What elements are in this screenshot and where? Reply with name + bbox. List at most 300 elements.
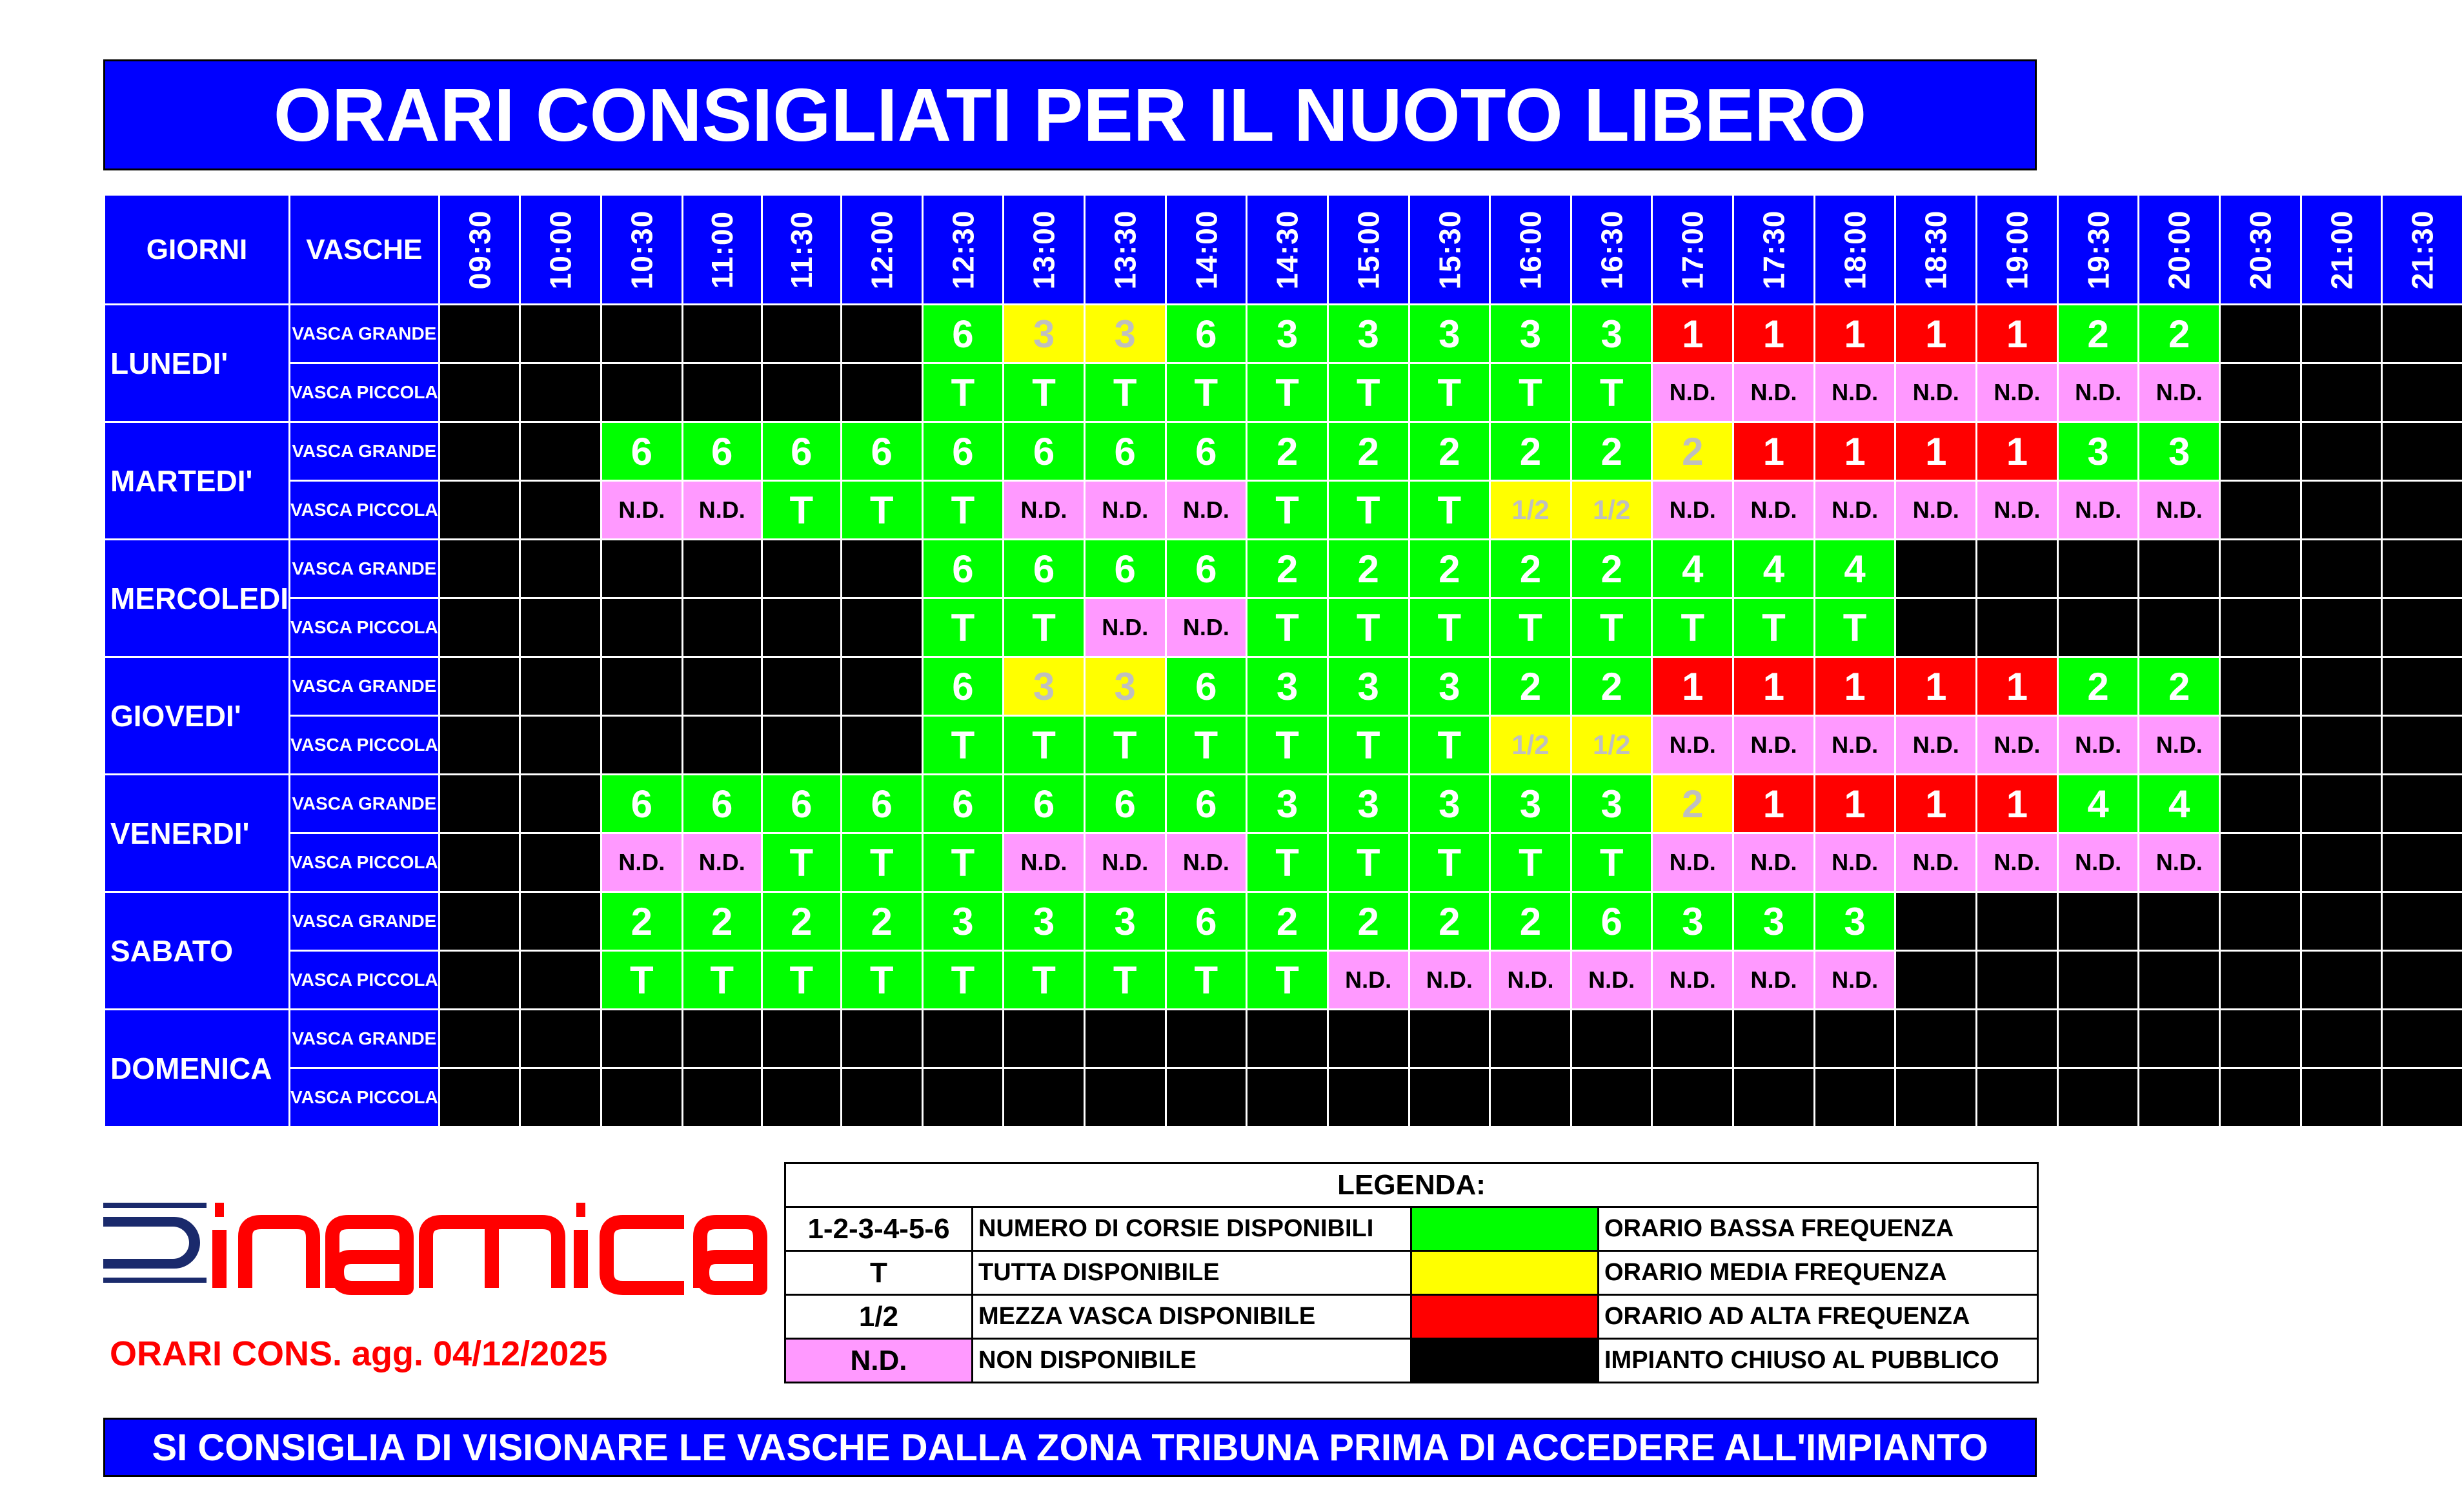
days-header-label: GIORNI	[146, 233, 248, 265]
time-slot-cell	[841, 540, 922, 598]
pool-label: VASCA GRANDE	[290, 305, 439, 363]
legend-row	[785, 1251, 2038, 1295]
schedule-body	[105, 305, 2463, 1127]
time-slot-cell: T	[1571, 363, 1652, 422]
time-slot-cell: 2	[1571, 657, 1652, 716]
time-slot-cell	[1733, 1010, 1815, 1068]
pool-label: VASCA GRANDE	[290, 892, 439, 951]
time-slot-cell: 3	[1409, 657, 1490, 716]
time-slot-cell	[520, 598, 601, 657]
time-slot-cell: 2	[1652, 775, 1733, 833]
time-slot-cell: 2	[1652, 422, 1733, 481]
time-slot-cell: 2	[1247, 422, 1328, 481]
time-slot-cell: N.D.	[2139, 833, 2220, 892]
time-slot-cell	[2220, 363, 2301, 422]
time-slot-cell: 3	[1084, 892, 1166, 951]
time-slot-cell: N.D.	[1733, 716, 1815, 775]
legend-symbol: N.D.	[785, 1339, 973, 1383]
time-slot-cell	[1247, 1068, 1328, 1127]
time-slot-cell	[2301, 1068, 2382, 1127]
time-label: 15:00	[1351, 210, 1386, 289]
time-slot-cell: 6	[682, 775, 762, 833]
time-slot-cell	[1977, 892, 2058, 951]
time-slot-cell: 1	[1733, 422, 1815, 481]
time-slot-cell: 1/2	[1490, 716, 1571, 775]
time-slot-cell: 2	[1247, 892, 1328, 951]
logo-d-mark	[103, 1203, 207, 1283]
time-column-header	[2139, 195, 2220, 305]
time-slot-cell: 2	[1571, 422, 1652, 481]
time-slot-cell: T	[1004, 598, 1085, 657]
time-label: 19:00	[2000, 210, 2034, 289]
pool-label: VASCA PICCOLA	[290, 598, 439, 657]
time-slot-cell: T	[922, 716, 1004, 775]
time-slot-cell: T	[762, 833, 841, 892]
time-slot-cell: T	[1247, 951, 1328, 1010]
time-slot-cell	[520, 892, 601, 951]
legend-description: MEZZA VASCA DISPONIBILE	[973, 1295, 1411, 1339]
time-slot-cell: 4	[1733, 540, 1815, 598]
time-slot-cell	[762, 657, 841, 716]
time-slot-cell: N.D.	[1652, 716, 1733, 775]
time-slot-cell: T	[841, 481, 922, 540]
time-slot-cell: 2	[2057, 305, 2139, 363]
time-slot-cell: T	[1328, 363, 1409, 422]
time-slot-cell	[2220, 1010, 2301, 1068]
time-slot-cell: T	[922, 481, 1004, 540]
pool-label: VASCA GRANDE	[290, 540, 439, 598]
time-slot-cell	[520, 833, 601, 892]
time-slot-cell: T	[1409, 481, 1490, 540]
time-slot-cell: 3	[1571, 775, 1652, 833]
legend-symbol: 1/2	[785, 1295, 973, 1339]
time-slot-cell: 1/2	[1571, 481, 1652, 540]
page-title: ORARI CONSIGLIATI PER IL NUOTO LIBERO	[103, 59, 2037, 170]
time-label: 10:00	[543, 210, 578, 289]
time-slot-cell: 2	[2139, 657, 2220, 716]
time-slot-cell: N.D.	[601, 481, 683, 540]
time-slot-cell: 6	[1166, 422, 1247, 481]
time-slot-cell	[2220, 540, 2301, 598]
time-slot-cell	[2382, 657, 2463, 716]
time-slot-cell	[682, 657, 762, 716]
time-slot-cell: 3	[1571, 305, 1652, 363]
time-slot-cell: 2	[1409, 892, 1490, 951]
time-slot-cell: T	[1084, 716, 1166, 775]
legend-body	[785, 1207, 2038, 1383]
time-slot-cell: 6	[922, 657, 1004, 716]
legend-row	[785, 1339, 2038, 1383]
time-slot-cell	[2220, 305, 2301, 363]
time-slot-cell	[2382, 833, 2463, 892]
time-label: 19:30	[2081, 210, 2116, 289]
time-column-header	[2057, 195, 2139, 305]
time-slot-cell	[2057, 951, 2139, 1010]
time-slot-cell	[682, 540, 762, 598]
time-slot-cell	[2382, 305, 2463, 363]
time-slot-cell	[439, 657, 520, 716]
time-label: 17:00	[1675, 210, 1710, 289]
time-slot-cell	[1977, 1068, 2058, 1127]
time-slot-cell: N.D.	[1652, 363, 1733, 422]
time-slot-cell: 2	[1490, 892, 1571, 951]
time-slot-cell: N.D.	[1166, 598, 1247, 657]
time-slot-cell: N.D.	[1814, 716, 1895, 775]
time-slot-cell	[2301, 363, 2382, 422]
legend-description: NON DISPONIBILE	[973, 1339, 1411, 1383]
schedule-row	[105, 775, 2463, 833]
time-label: 14:00	[1189, 210, 1223, 289]
time-slot-cell: T	[1490, 833, 1571, 892]
time-slot-cell	[2382, 540, 2463, 598]
time-slot-cell: 1	[1895, 422, 1977, 481]
time-slot-cell: 3	[1084, 657, 1166, 716]
pool-label: VASCA GRANDE	[290, 1010, 439, 1068]
time-slot-cell: 2	[1409, 422, 1490, 481]
time-label: 17:30	[1757, 210, 1791, 289]
time-slot-cell	[2139, 1068, 2220, 1127]
time-slot-cell: 3	[2139, 422, 2220, 481]
schedule-row	[105, 598, 2463, 657]
time-slot-cell	[2057, 892, 2139, 951]
time-slot-cell: 1	[1733, 775, 1815, 833]
time-slot-cell: N.D.	[1977, 363, 2058, 422]
legend-color-description: ORARIO AD ALTA FREQUENZA	[1599, 1295, 2038, 1339]
time-column-header	[1328, 195, 1409, 305]
time-slot-cell: N.D.	[2057, 833, 2139, 892]
pool-label: VASCA PICCOLA	[290, 1068, 439, 1127]
time-slot-cell	[762, 305, 841, 363]
schedule-row	[105, 363, 2463, 422]
time-slot-cell	[1328, 1010, 1409, 1068]
time-slot-cell: 4	[1652, 540, 1733, 598]
time-slot-cell	[1895, 1010, 1977, 1068]
time-slot-cell: 4	[2139, 775, 2220, 833]
time-column-header	[2382, 195, 2463, 305]
time-slot-cell: 6	[1004, 775, 1085, 833]
schedule-row	[105, 951, 2463, 1010]
time-slot-cell	[762, 540, 841, 598]
time-slot-cell	[2139, 1010, 2220, 1068]
time-slot-cell: 6	[1084, 422, 1166, 481]
time-slot-cell: 1	[1895, 305, 1977, 363]
time-slot-cell: N.D.	[682, 833, 762, 892]
time-slot-cell: N.D.	[1084, 598, 1166, 657]
time-slot-cell: 6	[762, 422, 841, 481]
time-slot-cell: N.D.	[1004, 833, 1085, 892]
legend-color-description: ORARIO BASSA FREQUENZA	[1599, 1207, 2038, 1251]
time-slot-cell: 3	[922, 892, 1004, 951]
time-slot-cell: N.D.	[1814, 833, 1895, 892]
day-label: VENERDI'	[105, 775, 290, 892]
time-slot-cell: 1	[1814, 775, 1895, 833]
time-slot-cell: T	[1328, 833, 1409, 892]
time-slot-cell	[601, 540, 683, 598]
time-slot-cell: N.D.	[1004, 481, 1085, 540]
time-slot-cell: 1	[1814, 657, 1895, 716]
time-slot-cell	[2382, 598, 2463, 657]
time-slot-cell: 1	[1652, 657, 1733, 716]
time-slot-cell: 2	[1571, 540, 1652, 598]
time-slot-cell	[2057, 1068, 2139, 1127]
time-slot-cell: 1	[1977, 775, 2058, 833]
schedule-row	[105, 1010, 2463, 1068]
time-slot-cell: N.D.	[1895, 363, 1977, 422]
time-label: 12:00	[865, 210, 899, 289]
time-slot-cell	[841, 363, 922, 422]
time-slot-cell	[601, 1068, 683, 1127]
time-slot-cell	[520, 657, 601, 716]
time-slot-cell	[520, 422, 601, 481]
time-slot-cell	[1166, 1068, 1247, 1127]
time-slot-cell	[2382, 892, 2463, 951]
time-slot-cell: N.D.	[1977, 481, 2058, 540]
time-slot-cell: T	[762, 481, 841, 540]
time-slot-cell	[682, 305, 762, 363]
day-label: SABATO	[105, 892, 290, 1010]
time-slot-cell	[520, 481, 601, 540]
time-slot-cell: N.D.	[2057, 363, 2139, 422]
time-slot-cell	[841, 1010, 922, 1068]
time-column-header	[2220, 195, 2301, 305]
time-slot-cell	[762, 716, 841, 775]
time-column-header	[1977, 195, 2058, 305]
time-slot-cell	[1004, 1010, 1085, 1068]
time-slot-cell: 2	[762, 892, 841, 951]
time-column-header	[1409, 195, 1490, 305]
time-slot-cell: T	[1814, 598, 1895, 657]
time-slot-cell	[1895, 951, 1977, 1010]
time-slot-cell	[1733, 1068, 1815, 1127]
time-label: 13:00	[1027, 210, 1061, 289]
time-slot-cell	[2139, 598, 2220, 657]
time-slot-cell: T	[1084, 363, 1166, 422]
time-slot-cell: T	[1328, 716, 1409, 775]
time-slot-cell: 2	[1247, 540, 1328, 598]
time-slot-cell	[1814, 1010, 1895, 1068]
time-slot-cell: 3	[1247, 305, 1328, 363]
pool-label: VASCA PICCOLA	[290, 833, 439, 892]
legend-color-description: IMPIANTO CHIUSO AL PUBBLICO	[1599, 1339, 2038, 1383]
time-slot-cell: T	[1084, 951, 1166, 1010]
time-slot-cell: 2	[682, 892, 762, 951]
time-label: 21:00	[2325, 210, 2359, 289]
time-label: 15:30	[1432, 210, 1466, 289]
logo-letters	[215, 1203, 760, 1288]
time-slot-cell: 4	[2057, 775, 2139, 833]
time-slot-cell	[2301, 422, 2382, 481]
time-slot-cell: T	[922, 363, 1004, 422]
time-slot-cell	[439, 1010, 520, 1068]
time-slot-cell: N.D.	[1977, 833, 2058, 892]
time-column-header	[601, 195, 683, 305]
time-slot-cell: T	[1247, 716, 1328, 775]
time-label: 16:00	[1513, 210, 1548, 289]
time-column-header	[2301, 195, 2382, 305]
pools-column-header	[290, 195, 439, 305]
update-note: ORARI CONS. agg. 04/12/2025	[110, 1334, 608, 1373]
legend-color-swatch	[1411, 1207, 1599, 1251]
time-slot-cell: 6	[1084, 540, 1166, 598]
time-slot-cell: 6	[1166, 657, 1247, 716]
time-slot-cell	[2220, 951, 2301, 1010]
time-slot-cell: N.D.	[1652, 833, 1733, 892]
time-slot-cell: N.D.	[1814, 951, 1895, 1010]
time-label: 09:30	[463, 210, 497, 289]
time-slot-cell	[2301, 540, 2382, 598]
time-slot-cell: 6	[1166, 775, 1247, 833]
time-slot-cell: 1	[1814, 422, 1895, 481]
time-slot-cell	[439, 540, 520, 598]
time-slot-cell: T	[682, 951, 762, 1010]
time-slot-cell: 6	[762, 775, 841, 833]
time-slot-cell	[1409, 1010, 1490, 1068]
time-slot-cell: 3	[1247, 775, 1328, 833]
time-slot-cell: N.D.	[1166, 481, 1247, 540]
time-slot-cell	[520, 305, 601, 363]
time-slot-cell: 1	[1814, 305, 1895, 363]
time-slot-cell: T	[1409, 598, 1490, 657]
time-slot-cell	[1247, 1010, 1328, 1068]
time-slot-cell	[1977, 951, 2058, 1010]
time-column-header	[1166, 195, 1247, 305]
time-slot-cell	[841, 716, 922, 775]
legend-title-row	[785, 1163, 2038, 1207]
time-slot-cell: T	[922, 833, 1004, 892]
time-slot-cell: 2	[601, 892, 683, 951]
time-slot-cell	[2382, 422, 2463, 481]
time-slot-cell: T	[1409, 716, 1490, 775]
time-slot-cell: N.D.	[1814, 481, 1895, 540]
time-slot-cell	[520, 1010, 601, 1068]
pools-header-label: VASCHE	[306, 233, 423, 265]
time-label: 20:30	[2243, 210, 2277, 289]
time-slot-cell: T	[1166, 716, 1247, 775]
time-slot-cell: T	[1409, 833, 1490, 892]
time-slot-cell	[1084, 1068, 1166, 1127]
time-slot-cell: N.D.	[1166, 833, 1247, 892]
time-slot-cell: 2	[1490, 540, 1571, 598]
time-slot-cell	[2382, 1010, 2463, 1068]
schedule-row	[105, 1068, 2463, 1127]
legend-color-swatch	[1411, 1295, 1599, 1339]
days-column-header	[105, 195, 290, 305]
schedule-row	[105, 422, 2463, 481]
time-slot-cell	[762, 1010, 841, 1068]
time-slot-cell: N.D.	[1895, 833, 1977, 892]
time-slot-cell	[439, 833, 520, 892]
time-column-header	[682, 195, 762, 305]
time-slot-cell	[1814, 1068, 1895, 1127]
time-slot-cell	[2057, 540, 2139, 598]
time-slot-cell: T	[841, 951, 922, 1010]
time-slot-cell	[439, 305, 520, 363]
time-slot-cell: N.D.	[1977, 716, 2058, 775]
legend-row	[785, 1295, 2038, 1339]
time-slot-cell: 6	[841, 775, 922, 833]
time-slot-cell: 6	[922, 422, 1004, 481]
time-slot-cell	[682, 1068, 762, 1127]
time-slot-cell	[520, 775, 601, 833]
time-slot-cell: N.D.	[1652, 951, 1733, 1010]
time-slot-cell: 3	[1409, 305, 1490, 363]
time-column-header	[1247, 195, 1328, 305]
time-slot-cell	[601, 598, 683, 657]
time-slot-cell	[439, 892, 520, 951]
time-label: 11:00	[705, 210, 739, 289]
time-slot-cell: N.D.	[1571, 951, 1652, 1010]
time-column-header	[1571, 195, 1652, 305]
schedule-row	[105, 481, 2463, 540]
time-slot-cell: 3	[1004, 657, 1085, 716]
day-label: MERCOLEDI	[105, 540, 290, 657]
time-slot-cell	[2220, 657, 2301, 716]
time-slot-cell: T	[1490, 363, 1571, 422]
time-slot-cell	[1084, 1010, 1166, 1068]
time-slot-cell: 3	[1328, 305, 1409, 363]
time-slot-cell: 6	[922, 775, 1004, 833]
time-slot-cell: 6	[1004, 540, 1085, 598]
time-slot-cell	[520, 363, 601, 422]
time-label: 13:30	[1108, 210, 1142, 289]
time-slot-cell	[2057, 598, 2139, 657]
time-slot-cell	[2220, 833, 2301, 892]
time-column-header	[439, 195, 520, 305]
pool-label: VASCA PICCOLA	[290, 951, 439, 1010]
time-slot-cell: T	[762, 951, 841, 1010]
time-slot-cell	[2382, 481, 2463, 540]
time-slot-cell: 3	[1247, 657, 1328, 716]
time-slot-cell	[2301, 775, 2382, 833]
time-slot-cell	[439, 481, 520, 540]
time-slot-cell	[2382, 363, 2463, 422]
time-slot-cell: 6	[601, 775, 683, 833]
time-slot-cell: N.D.	[2139, 363, 2220, 422]
time-slot-cell: 3	[1004, 305, 1085, 363]
schedule-row	[105, 833, 2463, 892]
time-label: 10:30	[625, 210, 659, 289]
time-slot-cell: 3	[1004, 892, 1085, 951]
time-slot-cell	[682, 363, 762, 422]
time-slot-cell: N.D.	[601, 833, 683, 892]
time-slot-cell	[922, 1068, 1004, 1127]
time-slot-cell: N.D.	[1084, 481, 1166, 540]
legend-description: NUMERO DI CORSIE DISPONIBILI	[973, 1207, 1411, 1251]
time-slot-cell: 6	[922, 540, 1004, 598]
time-slot-cell	[2382, 951, 2463, 1010]
time-slot-cell: T	[1247, 833, 1328, 892]
time-slot-cell: 1	[1733, 305, 1815, 363]
time-slot-cell: N.D.	[682, 481, 762, 540]
time-slot-cell: 6	[1084, 775, 1166, 833]
time-slot-cell	[762, 1068, 841, 1127]
time-slot-cell	[601, 716, 683, 775]
time-slot-cell: 2	[2057, 657, 2139, 716]
time-slot-cell: T	[1247, 481, 1328, 540]
time-slot-cell	[520, 1068, 601, 1127]
time-slot-cell: 6	[922, 305, 1004, 363]
time-slot-cell	[1490, 1010, 1571, 1068]
pool-label: VASCA GRANDE	[290, 657, 439, 716]
time-slot-cell: 2	[2139, 305, 2220, 363]
time-slot-cell: 6	[682, 422, 762, 481]
time-slot-cell	[841, 657, 922, 716]
time-slot-cell: 6	[1166, 892, 1247, 951]
day-label: MARTEDI'	[105, 422, 290, 540]
time-slot-cell: 2	[1328, 892, 1409, 951]
time-slot-cell: T	[1004, 716, 1085, 775]
footer-note: SI CONSIGLIA DI VISIONARE LE VASCHE DALLA ZONA TRIBUNA PRIMA DI ACCEDERE ALL'IMPIANTO	[103, 1418, 2037, 1477]
